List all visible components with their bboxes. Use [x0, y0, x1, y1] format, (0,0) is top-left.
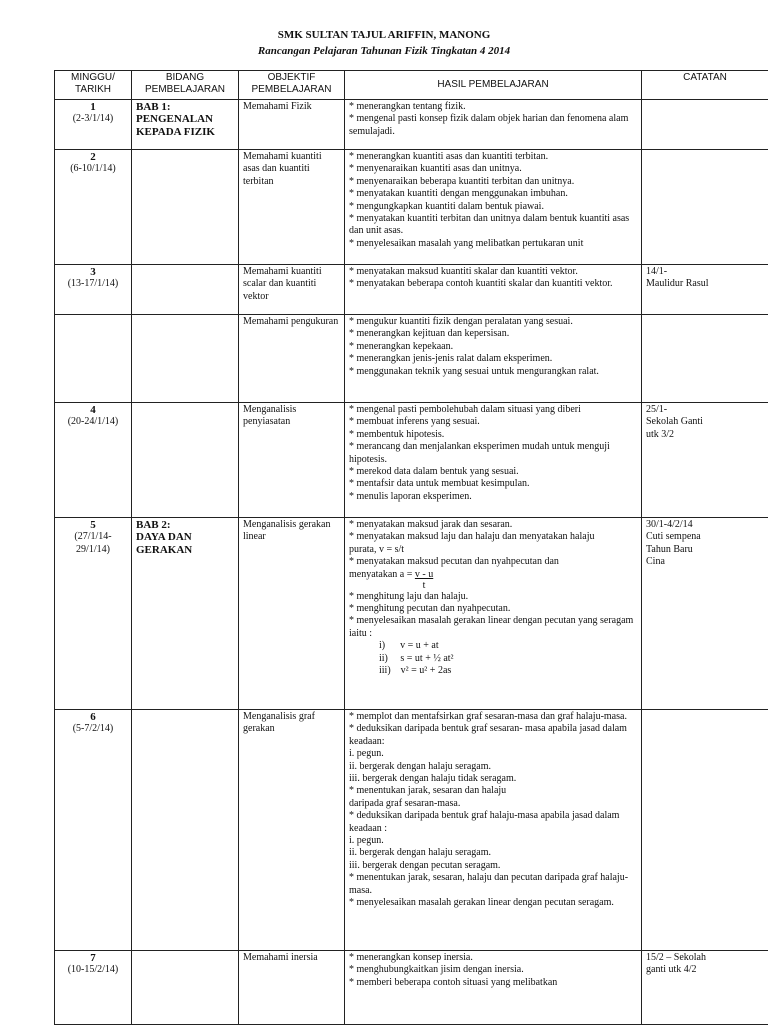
note-line: Cina: [646, 556, 764, 568]
outcome-item: ii. bergerak dengan halaju seragam.: [349, 761, 637, 773]
motion-equation: ii) s = ut + ½ at²: [349, 653, 637, 665]
formula-prefix: menyatakan a =: [349, 569, 412, 580]
outcome-item: * menyatakan maksud jarak dan sesaran.: [349, 519, 637, 531]
outcome-item: * mengukur kuantiti fizik dengan peralatan yang sesuai.: [349, 316, 637, 328]
week-date: (13-17/1/14): [59, 278, 127, 290]
outcome-item: * menerangkan kuantiti asas dan kuantiti terbitan.: [349, 151, 637, 163]
week-date: (2-3/1/14): [59, 113, 127, 125]
objective-cell: [239, 100, 345, 150]
document-title: Rancangan Pelajaran Tahunan Fizik Tingkatan 4 2014: [0, 45, 768, 57]
outcome-item: * membuat inferens yang sesuai.: [349, 416, 637, 428]
outcome-cell: [345, 100, 642, 150]
objective-text: Memahami Fizik: [243, 101, 340, 113]
school-name: SMK SULTAN TAJUL ARIFFIN, MANONG: [0, 29, 768, 41]
outcome-item: * mentafsir data untuk membuat kesimpulan.: [349, 478, 637, 490]
objective-text: Menganalisis graf gerakan: [243, 711, 340, 736]
notes-cell: [642, 403, 768, 518]
outcome-cell: [345, 150, 642, 265]
outcome-item: * menerangkan jenis-jenis ralat dalam eksperimen.: [349, 353, 637, 365]
outcome-item: * merekod data dalam bentuk yang sesuai.: [349, 466, 637, 478]
week-cell: [55, 951, 132, 1025]
objective-cell: [239, 315, 345, 403]
outcome-item: * menyenaraikan kuantiti asas dan unitnya.: [349, 163, 637, 175]
outcome-cell: [345, 403, 642, 518]
outcome-item: * merancang dan menjalankan eksperimen mudah untuk menguji hipotesis.: [349, 441, 637, 466]
objective-text: Memahami kuantiti asas dan kuantiti terbitan: [243, 151, 340, 188]
outcome-item: * menyatakan beberapa contoh kuantiti skalar dan kuantiti vektor.: [349, 278, 637, 290]
week-number: 6: [59, 711, 127, 723]
objective-text: Memahami inersia: [243, 952, 340, 964]
outcome-item: i. pegun.: [349, 835, 637, 847]
outcome-item: * menyatakan kuantiti terbitan dan unitnya dalam bentuk kuantiti asas dan unit asas.: [349, 213, 637, 238]
table-row: [55, 518, 768, 710]
week-number: 2: [59, 151, 127, 163]
area-cell: [132, 150, 239, 265]
outcome-item: * menyelesaikan masalah gerakan linear dengan pecutan seragam.: [349, 897, 637, 909]
outcome-item: * menyenaraikan beberapa kuantiti terbitan dan unitnya.: [349, 176, 637, 188]
notes-cell: [642, 150, 768, 265]
note-line: 15/2 – Sekolah: [646, 952, 764, 964]
outcome-item: * menghitung laju dan halaju.: [349, 591, 637, 603]
outcome-item: * menyatakan maksud pecutan dan nyahpecutan dan: [349, 556, 637, 568]
chapter-label: DAYA DAN: [136, 531, 234, 543]
formula-fraction: [415, 569, 433, 591]
note-line: 14/1-: [646, 266, 764, 278]
notes-cell: [642, 518, 768, 710]
week-number: 7: [59, 952, 127, 964]
area-cell: [132, 265, 239, 315]
formula-line: [349, 569, 637, 591]
objective-cell: [239, 403, 345, 518]
outcome-item: * menyatakan kuantiti dengan menggunakan imbuhan.: [349, 188, 637, 200]
week-date: (6-10/1/14): [59, 163, 127, 175]
note-line: ganti utk 4/2: [646, 964, 764, 976]
area-cell: [132, 951, 239, 1025]
outcome-item: * menerangkan tentang fizik.: [349, 101, 637, 113]
outcome-item: * menyatakan maksud kuantiti skalar dan kuantiti vektor.: [349, 266, 637, 278]
outcome-item: * membentuk hipotesis.: [349, 429, 637, 441]
note-line: Maulidur Rasul: [646, 278, 764, 290]
outcome-cell: [345, 710, 642, 951]
area-cell: [132, 710, 239, 951]
outcome-item: iii. bergerak dengan pecutan seragam.: [349, 860, 637, 872]
week-number: 3: [59, 266, 127, 278]
objective-cell: [239, 518, 345, 710]
outcome-item: * menyatakan maksud laju dan halaju dan menyatakan halaju: [349, 531, 637, 543]
column-header-notes: CATATAN: [642, 71, 768, 100]
chapter-label: KEPADA FIZIK: [136, 126, 234, 138]
outcome-cell: [345, 518, 642, 710]
note-line: Sekolah Ganti: [646, 416, 764, 428]
outcome-item: * mengungkapkan kuantiti dalam bentuk piawai.: [349, 201, 637, 213]
objective-cell: [239, 951, 345, 1025]
note-line: Tahun Baru: [646, 544, 764, 556]
chapter-label: BAB 1:: [136, 101, 234, 113]
motion-equation: i) v = u + at: [349, 640, 637, 652]
formula-numerator: v - u: [415, 569, 433, 580]
outcome-item: iii. bergerak dengan halaju tidak seragam.: [349, 773, 637, 785]
outcome-item: * mengenal pasti pembolehubah dalam situasi yang diberi: [349, 404, 637, 416]
objective-text: Menganalisis penyiasatan: [243, 404, 340, 429]
table-row: [55, 265, 768, 315]
outcome-item: * deduksikan daripada bentuk graf halaju-masa apabila jasad dalam keadaan :: [349, 810, 637, 835]
objective-text: Memahami kuantiti scalar dan kuantiti vektor: [243, 266, 340, 303]
week-number: 4: [59, 404, 127, 416]
outcome-item: * menerangkan konsep inersia.: [349, 952, 637, 964]
outcome-item: * menggunakan teknik yang sesuai untuk mengurangkan ralat.: [349, 366, 637, 378]
motion-equation: iii) v² = u² + 2as: [349, 665, 637, 677]
outcome-item: * memberi beberapa contoh situasi yang melibatkan: [349, 977, 637, 989]
area-cell: [132, 100, 239, 150]
outcome-item: * menyelesaikan masalah yang melibatkan pertukaran unit: [349, 238, 637, 250]
week-date: (5-7/2/14): [59, 723, 127, 735]
outcome-cell: [345, 265, 642, 315]
outcome-cell: [345, 951, 642, 1025]
column-header-week: MINGGU/ TARIKH: [55, 71, 132, 100]
week-date: (20-24/1/14): [59, 416, 127, 428]
table-row: [55, 100, 768, 150]
chapter-label: PENGENALAN: [136, 113, 234, 125]
outcome-cell: [345, 315, 642, 403]
objective-cell: [239, 150, 345, 265]
outcome-item: * menerangkan kejituan dan kepersisan.: [349, 328, 637, 340]
outcome-item: * menerangkan kepekaan.: [349, 341, 637, 353]
outcome-item: * menulis laporan eksperimen.: [349, 491, 637, 503]
column-header-outcome: HASIL PEMBELAJARAN: [345, 71, 642, 100]
area-cell: [132, 518, 239, 710]
column-header-objective: OBJEKTIF PEMBELAJARAN: [239, 71, 345, 100]
outcome-item: * mengenal pasti konsep fizik dalam objek harian dan fenomena alam semulajadi.: [349, 113, 637, 138]
lesson-plan-table: [54, 70, 768, 1025]
notes-cell: [642, 951, 768, 1025]
notes-cell: [642, 265, 768, 315]
outcome-item: purata, v = s/t: [349, 544, 637, 556]
outcome-item: * menyelesaikan masalah gerakan linear dengan pecutan yang seragam iaitu :: [349, 615, 637, 640]
week-date: (27/1/14- 29/1/14): [59, 531, 127, 556]
formula-denominator: t: [415, 580, 433, 591]
table-row: [55, 150, 768, 265]
area-cell: [132, 403, 239, 518]
objective-text: Menganalisis gerakan linear: [243, 519, 340, 544]
week-cell: [55, 150, 132, 265]
note-line: Cuti sempena: [646, 531, 764, 543]
table-row: [55, 951, 768, 1025]
notes-cell: [642, 710, 768, 951]
objective-text: Memahami pengukuran: [243, 316, 340, 328]
outcome-item: * menghubungkaitkan jisim dengan inersia.: [349, 964, 637, 976]
week-number: 1: [59, 101, 127, 113]
outcome-item: * menentukan jarak, sesaran dan halaju: [349, 785, 637, 797]
notes-cell: [642, 315, 768, 403]
week-cell: [55, 710, 132, 951]
week-cell: [55, 403, 132, 518]
table-row: [55, 403, 768, 518]
table-row: [55, 710, 768, 951]
table-row: [55, 315, 768, 403]
outcome-item: * deduksikan daripada bentuk graf sesaran- masa apabila jasad dalam keadaan:: [349, 723, 637, 748]
week-cell: [55, 315, 132, 403]
week-date: (10-15/2/14): [59, 964, 127, 976]
week-cell: [55, 518, 132, 710]
note-line: utk 3/2: [646, 429, 764, 441]
outcome-item: daripada graf sesaran-masa.: [349, 798, 637, 810]
note-line: 25/1-: [646, 404, 764, 416]
objective-cell: [239, 710, 345, 951]
week-number: 5: [59, 519, 127, 531]
outcome-item: ii. bergerak dengan halaju seragam.: [349, 847, 637, 859]
outcome-item: * menentukan jarak, sesaran, halaju dan pecutan daripada graf halaju-masa.: [349, 872, 637, 897]
outcome-item: * menghitung pecutan dan nyahpecutan.: [349, 603, 637, 615]
notes-cell: [642, 100, 768, 150]
chapter-label: BAB 2:: [136, 519, 234, 531]
outcome-item: * memplot dan mentafsirkan graf sesaran-masa dan graf halaju-masa.: [349, 711, 637, 723]
objective-cell: [239, 265, 345, 315]
column-header-area: BIDANG PEMBELAJARAN: [132, 71, 239, 100]
area-cell: [132, 315, 239, 403]
week-cell: [55, 100, 132, 150]
week-cell: [55, 265, 132, 315]
note-line: 30/1-4/2/14: [646, 519, 764, 531]
chapter-label: GERAKAN: [136, 544, 234, 556]
outcome-item: i. pegun.: [349, 748, 637, 760]
